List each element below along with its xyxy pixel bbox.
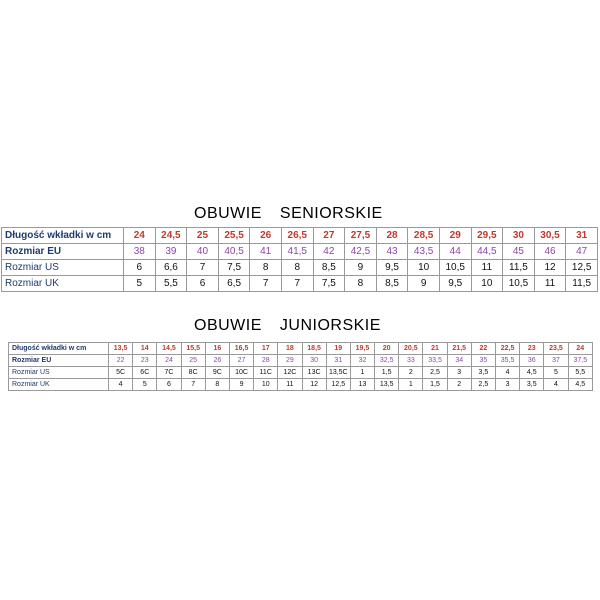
size-cell: 14	[133, 343, 157, 355]
size-cell: 10	[408, 260, 440, 276]
junior-uk-size-row	[9, 379, 593, 391]
size-cell: 8C	[181, 367, 205, 379]
size-cell: 9	[345, 260, 377, 276]
size-cell: 26	[250, 228, 282, 244]
size-cell: 19,5	[350, 343, 374, 355]
size-cell: 32,5	[375, 355, 399, 367]
junior-us-size-row	[9, 367, 593, 379]
size-cell: 41	[250, 244, 282, 260]
size-cell: 5,5	[155, 276, 187, 292]
size-cell: 10,5	[503, 276, 535, 292]
size-cell: 35,5	[496, 355, 520, 367]
size-cell: 28	[254, 355, 278, 367]
size-cell: 24	[157, 355, 181, 367]
size-cell: 4	[544, 379, 568, 391]
size-cell: 1	[350, 367, 374, 379]
size-cell: 12	[534, 260, 566, 276]
size-cell: 39	[155, 244, 187, 260]
size-cell: 13,5C	[326, 367, 350, 379]
size-cell: 43	[376, 244, 408, 260]
size-cell: 5C	[109, 367, 133, 379]
size-cell: 21	[423, 343, 447, 355]
size-cell: 13,5	[109, 343, 133, 355]
size-cell: 38	[124, 244, 156, 260]
size-cell: 13,5	[375, 379, 399, 391]
size-cell: 6	[124, 260, 156, 276]
size-cell: 9	[408, 276, 440, 292]
size-cell: 27,5	[345, 228, 377, 244]
size-cell: 12	[302, 379, 326, 391]
size-cell: 33,5	[423, 355, 447, 367]
size-cell: 24	[568, 343, 592, 355]
size-cell: 24,5	[155, 228, 187, 244]
size-cell: 41,5	[281, 244, 313, 260]
size-cell: 2	[399, 367, 423, 379]
size-cell: 5,5	[568, 367, 592, 379]
size-cell: 30,5	[534, 228, 566, 244]
size-cell: 31	[326, 355, 350, 367]
size-cell: 9,5	[439, 276, 471, 292]
row-label: Rozmiar UK	[2, 276, 124, 292]
row-label: Rozmiar US	[9, 367, 109, 379]
size-cell: 28,5	[408, 228, 440, 244]
size-cell: 7,5	[313, 276, 345, 292]
size-cell: 16,5	[229, 343, 253, 355]
size-cell: 20	[375, 343, 399, 355]
junior-title-word1: OBUWIE	[194, 317, 262, 334]
size-cell: 9,5	[376, 260, 408, 276]
size-cell: 7C	[157, 367, 181, 379]
senior-us-size-row	[2, 260, 598, 276]
size-cell: 8	[281, 260, 313, 276]
size-cell: 25	[187, 228, 219, 244]
size-cell: 3,5	[520, 379, 544, 391]
size-cell: 11	[278, 379, 302, 391]
junior-insole-length-row	[9, 343, 593, 355]
senior-table-title	[194, 205, 383, 223]
size-cell: 25	[181, 355, 205, 367]
size-cell: 29	[439, 228, 471, 244]
size-cell: 23	[133, 355, 157, 367]
senior-size-table	[1, 227, 598, 292]
size-cell: 31	[566, 228, 598, 244]
size-cell: 16	[205, 343, 229, 355]
row-label: Rozmiar US	[2, 260, 124, 276]
size-cell: 9	[229, 379, 253, 391]
size-cell: 26	[205, 355, 229, 367]
size-cell: 29,5	[471, 228, 503, 244]
size-cell: 1,5	[375, 367, 399, 379]
size-cell: 8,5	[376, 276, 408, 292]
size-cell: 7	[187, 260, 219, 276]
size-cell: 21,5	[447, 343, 471, 355]
size-cell: 8,5	[313, 260, 345, 276]
size-cell: 18	[278, 343, 302, 355]
junior-eu-size-row	[9, 355, 593, 367]
size-cell: 15,5	[181, 343, 205, 355]
row-label: Rozmiar EU	[2, 244, 124, 260]
size-cell: 7	[281, 276, 313, 292]
size-cell: 10,5	[439, 260, 471, 276]
size-cell: 34	[447, 355, 471, 367]
size-cell: 32	[350, 355, 374, 367]
size-cell: 5	[124, 276, 156, 292]
size-cell: 8	[205, 379, 229, 391]
size-cell: 2,5	[423, 367, 447, 379]
size-cell: 24	[124, 228, 156, 244]
size-cell: 30	[302, 355, 326, 367]
size-cell: 17	[254, 343, 278, 355]
size-cell: 29	[278, 355, 302, 367]
size-cell: 23	[520, 343, 544, 355]
size-cell: 3	[447, 367, 471, 379]
size-cell: 11	[534, 276, 566, 292]
size-cell: 4	[496, 367, 520, 379]
size-cell: 4,5	[568, 379, 592, 391]
size-cell: 4	[109, 379, 133, 391]
size-cell: 42	[313, 244, 345, 260]
size-cell: 14,5	[157, 343, 181, 355]
junior-table-title	[194, 317, 381, 335]
size-cell: 30	[503, 228, 535, 244]
senior-eu-size-row	[2, 244, 598, 260]
size-cell: 25,5	[218, 228, 250, 244]
size-cell: 6C	[133, 367, 157, 379]
size-cell: 35	[471, 355, 495, 367]
size-cell: 23,5	[544, 343, 568, 355]
junior-title-word2: JUNIORSKIE	[279, 317, 381, 334]
size-cell: 2	[447, 379, 471, 391]
size-cell: 45	[503, 244, 535, 260]
size-cell: 6,6	[155, 260, 187, 276]
size-cell: 2,5	[471, 379, 495, 391]
size-cell: 12C	[278, 367, 302, 379]
size-cell: 11C	[254, 367, 278, 379]
size-cell: 22,5	[496, 343, 520, 355]
size-cell: 12,5	[566, 260, 598, 276]
senior-title-word1: OBUWIE	[194, 205, 262, 222]
size-cell: 5	[544, 367, 568, 379]
size-cell: 27	[229, 355, 253, 367]
size-cell: 9C	[205, 367, 229, 379]
size-cell: 7	[181, 379, 205, 391]
size-cell: 20,5	[399, 343, 423, 355]
size-cell: 13	[350, 379, 374, 391]
row-label: Długość wkładki w cm	[2, 228, 124, 244]
size-cell: 12,5	[326, 379, 350, 391]
senior-title-word2: SENIORSKIE	[279, 205, 383, 222]
size-cell: 3	[496, 379, 520, 391]
size-cell: 44,5	[471, 244, 503, 260]
size-cell: 36	[520, 355, 544, 367]
size-cell: 7	[250, 276, 282, 292]
size-cell: 40,5	[218, 244, 250, 260]
size-cell: 37,5	[568, 355, 592, 367]
size-cell: 6	[187, 276, 219, 292]
senior-insole-length-row	[2, 228, 598, 244]
size-cell: 44	[439, 244, 471, 260]
size-cell: 47	[566, 244, 598, 260]
size-cell: 11,5	[503, 260, 535, 276]
size-cell: 40	[187, 244, 219, 260]
size-cell: 1,5	[423, 379, 447, 391]
size-cell: 46	[534, 244, 566, 260]
row-label: Rozmiar EU	[9, 355, 109, 367]
size-cell: 10	[254, 379, 278, 391]
size-cell: 6	[157, 379, 181, 391]
size-cell: 4,5	[520, 367, 544, 379]
size-cell: 8	[345, 276, 377, 292]
row-label: Rozmiar UK	[9, 379, 109, 391]
size-cell: 13C	[302, 367, 326, 379]
size-cell: 27	[313, 228, 345, 244]
size-cell: 10	[471, 276, 503, 292]
size-cell: 22	[471, 343, 495, 355]
size-cell: 11,5	[566, 276, 598, 292]
size-cell: 19	[326, 343, 350, 355]
size-cell: 8	[250, 260, 282, 276]
size-cell: 22	[109, 355, 133, 367]
size-cell: 5	[133, 379, 157, 391]
size-cell: 3,5	[471, 367, 495, 379]
size-cell: 10C	[229, 367, 253, 379]
size-cell: 11	[471, 260, 503, 276]
size-cell: 33	[399, 355, 423, 367]
size-cell: 18,5	[302, 343, 326, 355]
size-cell: 43,5	[408, 244, 440, 260]
row-label: Długość wkładki w cm	[9, 343, 109, 355]
size-cell: 1	[399, 379, 423, 391]
size-cell: 37	[544, 355, 568, 367]
size-cell: 7,5	[218, 260, 250, 276]
size-cell: 28	[376, 228, 408, 244]
size-cell: 26,5	[281, 228, 313, 244]
size-cell: 6,5	[218, 276, 250, 292]
senior-uk-size-row	[2, 276, 598, 292]
junior-size-table	[8, 342, 593, 391]
size-cell: 42,5	[345, 244, 377, 260]
